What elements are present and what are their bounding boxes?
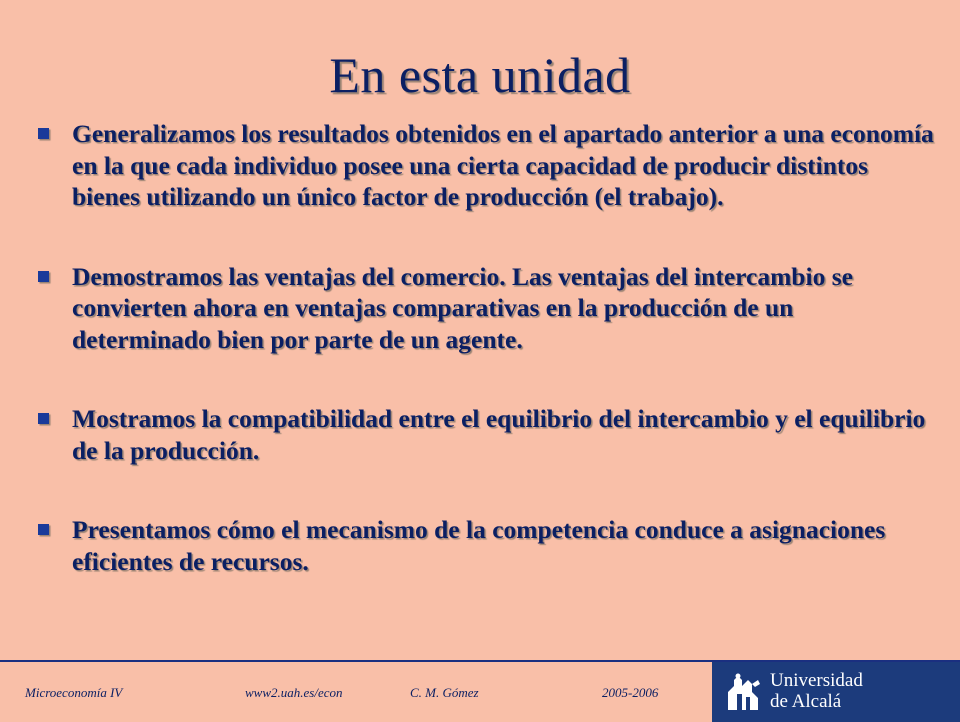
footer-course: Microeconomía IV (25, 685, 123, 700)
square-bullet-icon (38, 271, 49, 282)
square-bullet-icon (38, 128, 49, 139)
bullet-item (32, 261, 937, 356)
footer-bar (0, 660, 960, 722)
logo-text (770, 670, 863, 712)
bullet-item (32, 403, 937, 466)
logo-line2: de Alcalá (770, 691, 842, 712)
university-logo (712, 662, 960, 722)
square-bullet-icon (38, 524, 49, 535)
square-bullet-icon (38, 413, 49, 424)
bullet-text: Demostramos las ventajas del comercio. Las ventajas del intercambio se convierten ahora en ventajas comparativas en la producción de un determinado bien por parte de un agente. (72, 261, 853, 354)
bullet-item (32, 118, 937, 213)
bullet-text: Mostramos la compatibilidad entre el equilibrio del intercambio y el equilibrio de la producción. (72, 404, 926, 465)
footer-url: www2.uah.es/econ (245, 685, 343, 700)
university-crest-icon (722, 670, 764, 714)
bullet-item (32, 514, 937, 577)
slide-title: En esta unidad (329, 47, 631, 103)
bullet-text: Generalizamos los resultados obtenidos en el apartado anterior a una economía en la que cada individuo posee una cierta capacidad de producir distintos bienes utilizando un único factor de producción (el trabajo). (72, 119, 934, 211)
logo-line1: Universidad (770, 670, 863, 691)
bullet-list (32, 118, 937, 577)
footer-years: 2005-2006 (602, 685, 659, 700)
bullet-text: Presentamos cómo el mecanismo de la competencia conduce a asignaciones eficientes de recursos. (72, 515, 886, 576)
footer-author: C. M. Gómez (410, 685, 479, 700)
